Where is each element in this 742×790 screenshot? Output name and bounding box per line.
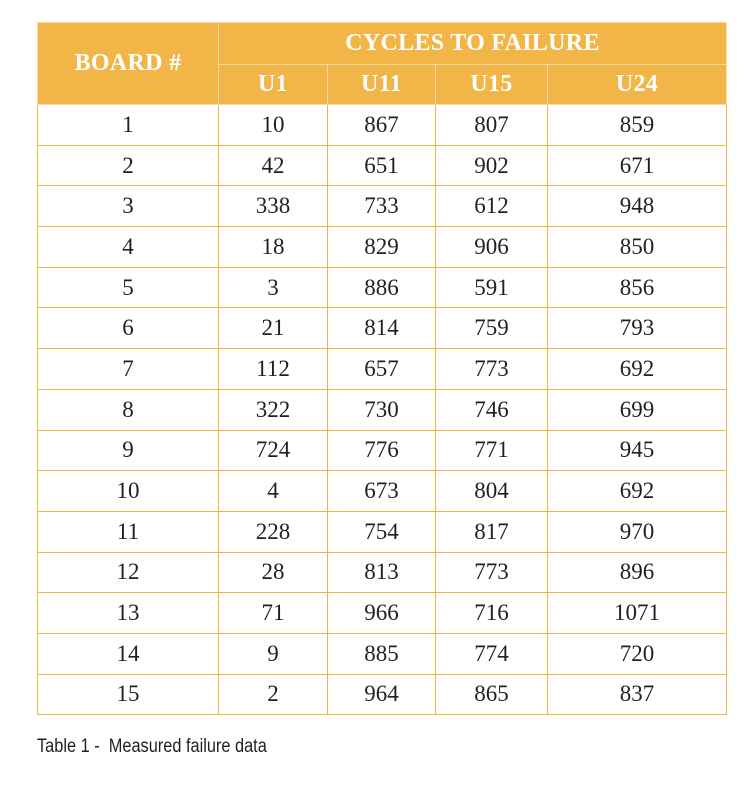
board-number-cell: 1	[38, 105, 219, 146]
u15-cell: 612	[436, 186, 548, 227]
u24-cell: 793	[548, 308, 727, 349]
u1-cell: 3	[219, 267, 328, 308]
failure-data-table	[37, 22, 727, 715]
u15-cell: 591	[436, 267, 548, 308]
table-row	[38, 186, 727, 227]
u24-cell: 837	[548, 674, 727, 715]
u11-cell: 730	[328, 389, 436, 430]
u24-cell: 692	[548, 471, 727, 512]
u24-cell: 671	[548, 145, 727, 186]
board-number-cell: 14	[38, 633, 219, 674]
u11-cell: 651	[328, 145, 436, 186]
header-row-top	[38, 23, 727, 65]
u1-cell: 28	[219, 552, 328, 593]
u15-cell: 759	[436, 308, 548, 349]
u1-cell: 338	[219, 186, 328, 227]
u11-cell: 733	[328, 186, 436, 227]
u24-cell: 970	[548, 511, 727, 552]
unit-header-u24: U24	[548, 65, 727, 105]
u11-cell: 813	[328, 552, 436, 593]
u15-cell: 817	[436, 511, 548, 552]
u15-cell: 804	[436, 471, 548, 512]
u11-cell: 867	[328, 105, 436, 146]
table-row	[38, 267, 727, 308]
board-number-header: BOARD #	[38, 23, 219, 105]
u11-cell: 966	[328, 593, 436, 634]
u1-cell: 724	[219, 430, 328, 471]
table-row	[38, 511, 727, 552]
board-number-cell: 4	[38, 227, 219, 268]
table-row	[38, 389, 727, 430]
u11-cell: 673	[328, 471, 436, 512]
unit-header-u1: U1	[219, 65, 328, 105]
u15-cell: 716	[436, 593, 548, 634]
table-row	[38, 105, 727, 146]
table-caption: Table 1 - Measured failure data	[37, 736, 267, 757]
u1-cell: 71	[219, 593, 328, 634]
u11-cell: 885	[328, 633, 436, 674]
u15-cell: 746	[436, 389, 548, 430]
u15-cell: 902	[436, 145, 548, 186]
u15-cell: 773	[436, 552, 548, 593]
u1-cell: 2	[219, 674, 328, 715]
u24-cell: 945	[548, 430, 727, 471]
table-row	[38, 552, 727, 593]
board-number-cell: 10	[38, 471, 219, 512]
u1-cell: 112	[219, 349, 328, 390]
table-row	[38, 349, 727, 390]
unit-header-u11: U11	[328, 65, 436, 105]
u15-cell: 771	[436, 430, 548, 471]
u1-cell: 9	[219, 633, 328, 674]
u24-cell: 692	[548, 349, 727, 390]
u1-cell: 42	[219, 145, 328, 186]
board-number-cell: 8	[38, 389, 219, 430]
table-header	[38, 23, 727, 105]
u24-cell: 856	[548, 267, 727, 308]
board-number-cell: 11	[38, 511, 219, 552]
u1-cell: 228	[219, 511, 328, 552]
table-row	[38, 430, 727, 471]
board-number-cell: 2	[38, 145, 219, 186]
u1-cell: 21	[219, 308, 328, 349]
table-row	[38, 633, 727, 674]
board-number-cell: 15	[38, 674, 219, 715]
cycles-to-failure-header: CYCLES TO FAILURE	[219, 23, 727, 65]
u24-cell: 699	[548, 389, 727, 430]
u11-cell: 886	[328, 267, 436, 308]
u11-cell: 754	[328, 511, 436, 552]
u1-cell: 322	[219, 389, 328, 430]
u24-cell: 896	[548, 552, 727, 593]
u1-cell: 4	[219, 471, 328, 512]
table-row	[38, 227, 727, 268]
unit-header-u15: U15	[436, 65, 548, 105]
u24-cell: 1071	[548, 593, 727, 634]
board-number-cell: 5	[38, 267, 219, 308]
u15-cell: 773	[436, 349, 548, 390]
table-row	[38, 674, 727, 715]
table-row	[38, 308, 727, 349]
u15-cell: 774	[436, 633, 548, 674]
table-row	[38, 593, 727, 634]
u24-cell: 850	[548, 227, 727, 268]
board-number-cell: 12	[38, 552, 219, 593]
u11-cell: 657	[328, 349, 436, 390]
u15-cell: 807	[436, 105, 548, 146]
u15-cell: 865	[436, 674, 548, 715]
board-number-cell: 13	[38, 593, 219, 634]
board-number-cell: 3	[38, 186, 219, 227]
board-number-cell: 7	[38, 349, 219, 390]
table-body	[38, 105, 727, 715]
table-row	[38, 471, 727, 512]
u11-cell: 829	[328, 227, 436, 268]
u1-cell: 10	[219, 105, 328, 146]
board-number-cell: 9	[38, 430, 219, 471]
u11-cell: 814	[328, 308, 436, 349]
u24-cell: 859	[548, 105, 727, 146]
u11-cell: 776	[328, 430, 436, 471]
u1-cell: 18	[219, 227, 328, 268]
u11-cell: 964	[328, 674, 436, 715]
u15-cell: 906	[436, 227, 548, 268]
u24-cell: 948	[548, 186, 727, 227]
board-number-cell: 6	[38, 308, 219, 349]
table-row	[38, 145, 727, 186]
u24-cell: 720	[548, 633, 727, 674]
failure-data-table-container	[37, 22, 726, 715]
